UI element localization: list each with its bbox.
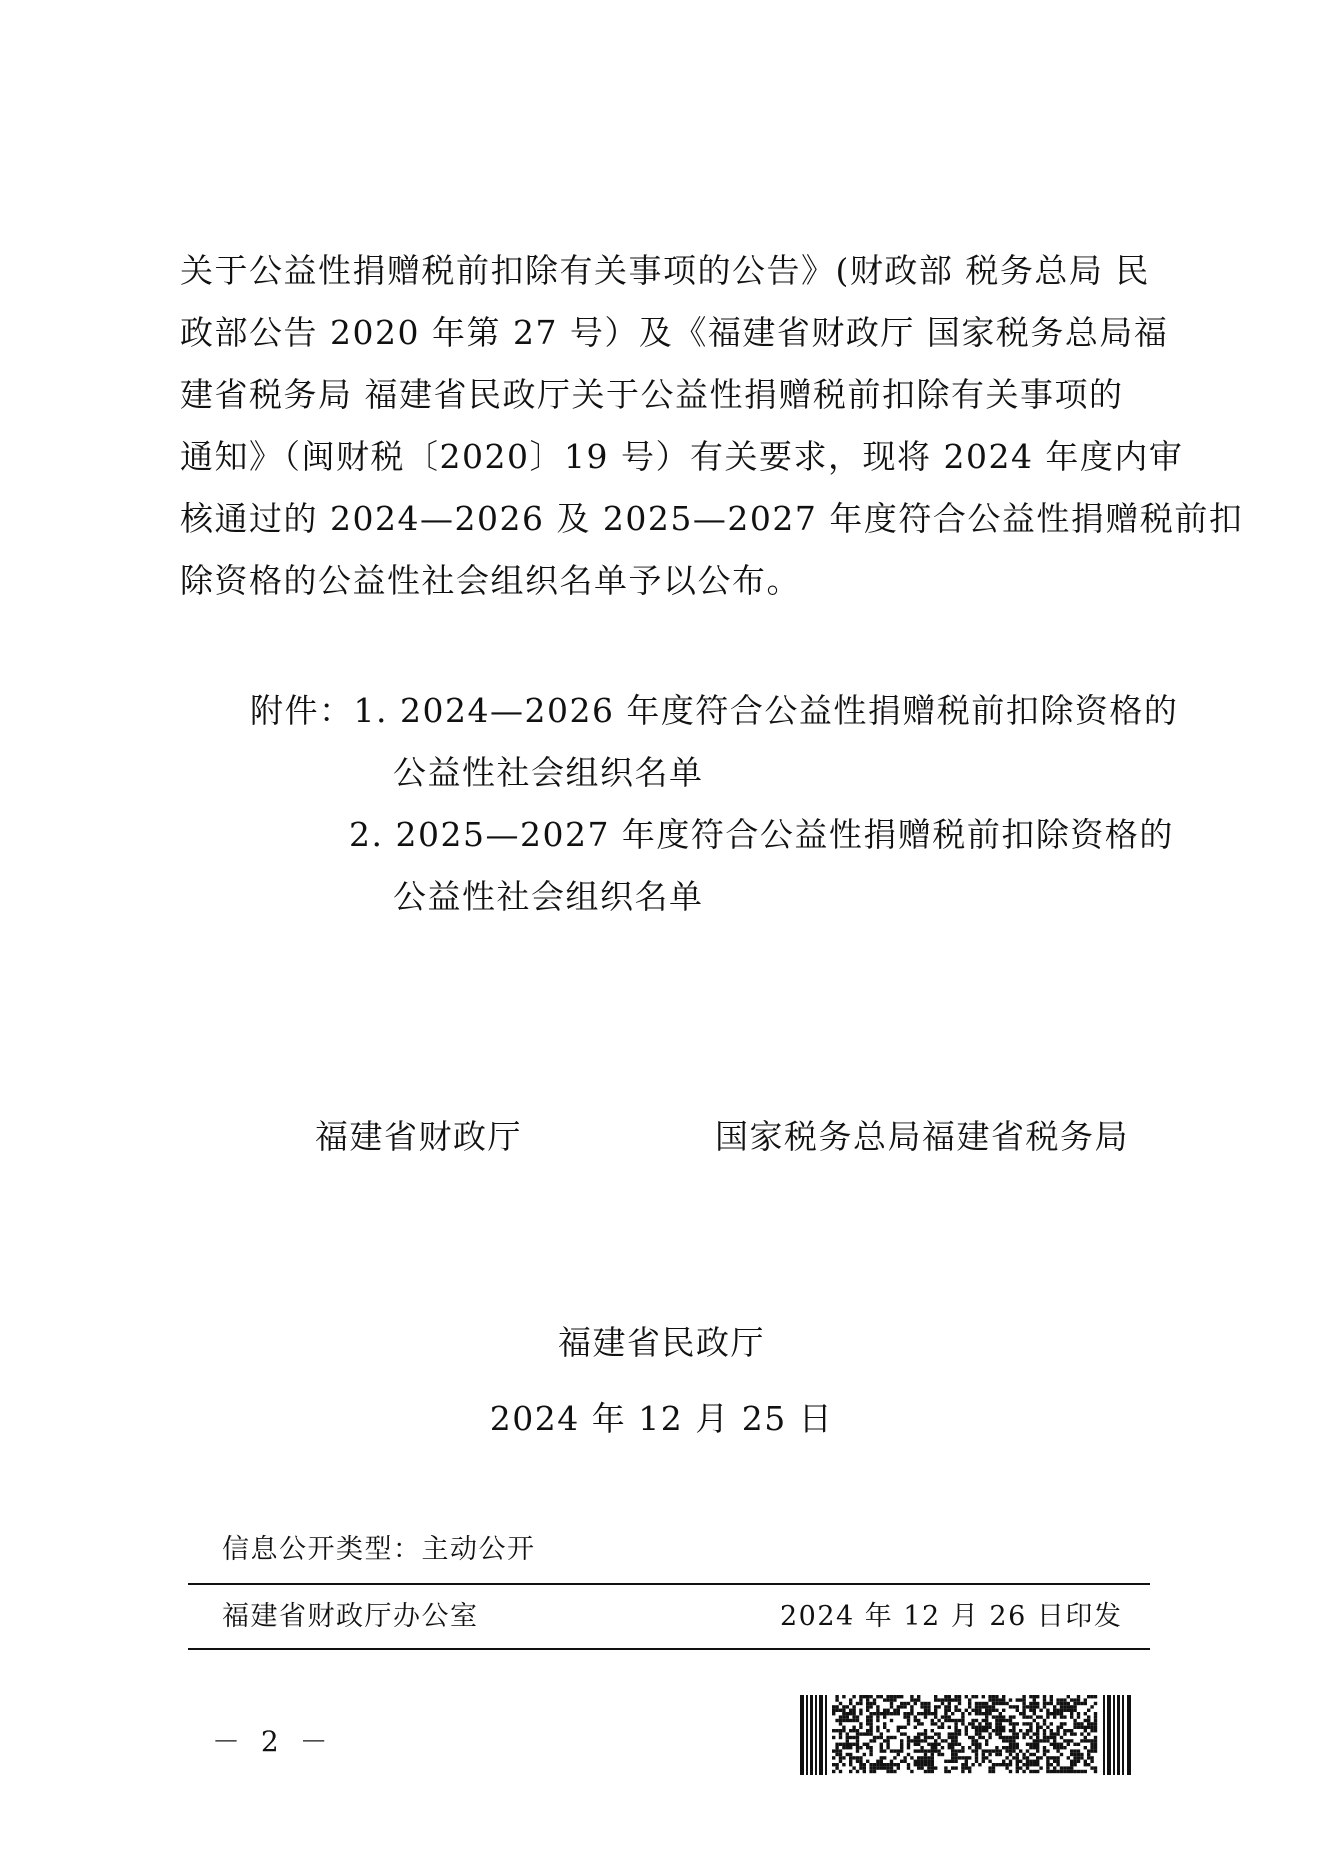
paragraph-line: 除资格的公益性社会组织名单予以公布。 <box>180 561 801 600</box>
attachment-2-title: 2. 2025—2027 年度符合公益性捐赠税前扣除资格的 <box>349 815 1174 854</box>
signature-civil-affairs: 福建省民政厅 <box>558 1323 765 1362</box>
attachments-label: 附件： <box>250 691 354 730</box>
paragraph-line: 核通过的 2024—2026 及 2025—2027 年度符合公益性捐赠税前扣 <box>180 499 1244 538</box>
issue-date: 2024 年 12 月 26 日印发 <box>780 1601 1123 1632</box>
paragraph-line: 通知》（闽财税〔2020〕19 号）有关要求，现将 2024 年度内审 <box>180 437 1184 476</box>
attachments-list <box>250 680 1179 928</box>
attachment-1-continued: 公益性社会组织名单 <box>393 753 704 792</box>
signature-date: 2024 年 12 月 25 日 <box>489 1399 834 1438</box>
paragraph-line: 政部公告 2020 年第 27 号）及《福建省财政厅 国家税务总局福 <box>180 313 1169 352</box>
issuing-office: 福建省财政厅办公室 <box>222 1601 479 1632</box>
paragraph-line: 建省税务局 福建省民政厅关于公益性捐赠税前扣除有关事项的 <box>180 375 1124 414</box>
attachment-1 <box>250 680 1179 742</box>
signature-finance-dept: 福建省财政厅 <box>315 1117 522 1156</box>
footer-bottom-rule <box>188 1648 1150 1650</box>
disclosure-type: 信息公开类型：主动公开 <box>222 1534 536 1565</box>
attachment-1-title: 1. 2024—2026 年度符合公益性捐赠税前扣除资格的 <box>353 691 1179 730</box>
footer-top-rule <box>188 1583 1150 1585</box>
paragraph-line: 关于公益性捐赠税前扣除有关事项的公告》(财政部 税务总局 民 <box>180 251 1150 290</box>
page-number: － 2 － <box>212 1725 334 1758</box>
barcode-icon <box>800 1695 1133 1775</box>
signature-tax-bureau: 国家税务总局福建省税务局 <box>715 1117 1129 1156</box>
body-paragraph <box>180 240 1244 612</box>
attachment-2-continued: 公益性社会组织名单 <box>393 877 704 916</box>
